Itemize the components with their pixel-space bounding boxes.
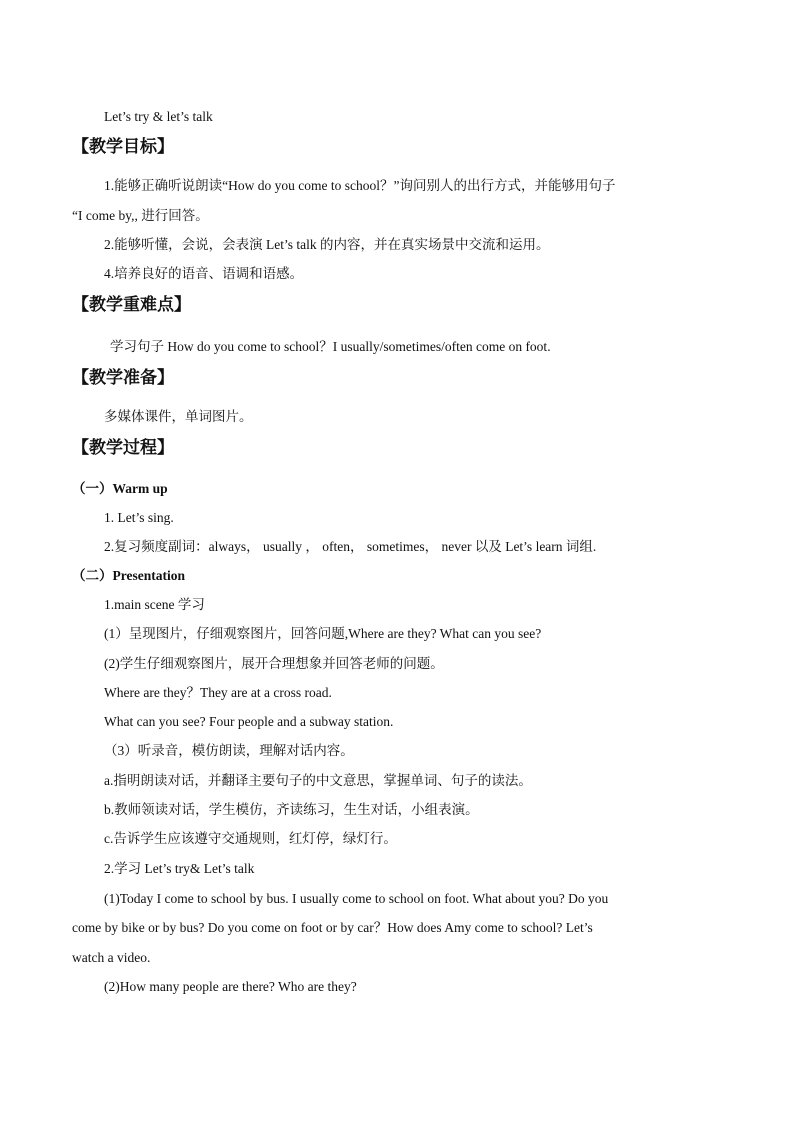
- goal-item-1: 1.能够正确听说朗读“How do you come to school？”询问别人的出行方式，并能够用句子: [104, 178, 616, 193]
- presentation-line: b.教师领读对话，学生模仿，齐读练习，生生对话，小组表演。: [104, 802, 479, 817]
- goal-item-2: 2.能够听懂，会说，会表演 Let’s talk 的内容，并在真实场景中交流和运用。: [104, 237, 550, 252]
- presentation-step-2: 2.学习 Let’s try& Let’s talk: [104, 861, 255, 876]
- goal-item-4: 4.培养良好的语音、语调和语感。: [104, 266, 304, 281]
- goals-heading: 【教学目标】: [72, 137, 174, 157]
- intro-line: Let’s try & let’s talk: [104, 109, 213, 124]
- presentation-line: c.告诉学生应该遵守交通规则，红灯停，绿灯行。: [104, 831, 397, 846]
- goal-item-1-cont: “I come by,, 进行回答。: [72, 208, 209, 223]
- presentation-line: What can you see? Four people and a subway station.: [104, 714, 394, 729]
- presentation-step-1: 1.main scene 学习: [104, 597, 205, 612]
- presentation-line: (1)Today I come to school by bus. I usually come to school on foot. What about you? Do you: [104, 891, 609, 906]
- presentation-line: come by bike or by bus? Do you come on foot or by car？How does Amy come to school? Let’s: [72, 920, 593, 935]
- key-points-heading: 【教学重难点】: [72, 295, 191, 315]
- presentation-title: （二）Presentation: [72, 568, 185, 583]
- presentation-line: Where are they？They are at a cross road.: [104, 685, 332, 700]
- warmup-step-1: 1. Let’s sing.: [104, 510, 174, 525]
- preparation-heading: 【教学准备】: [72, 368, 174, 388]
- presentation-line: watch a video.: [72, 950, 151, 965]
- key-points-text: 学习句子 How do you come to school？I usually/sometimes/often come on foot.: [110, 339, 551, 354]
- presentation-line: a.指明朗读对话，并翻译主要句子的中文意思，掌握单词、句子的读法。: [104, 773, 532, 788]
- warmup-step-2: 2.复习频度副词：always， usually ， often， sometimes， never 以及 Let’s learn 词组.: [104, 539, 597, 554]
- presentation-line: （3）听录音，模仿朗读，理解对话内容。: [104, 743, 354, 758]
- warmup-title: （一）Warm up: [72, 481, 168, 496]
- process-heading: 【教学过程】: [72, 438, 174, 458]
- preparation-text: 多媒体课件，单词图片。: [104, 409, 253, 424]
- presentation-line: (2)How many people are there? Who are they?: [104, 979, 357, 994]
- presentation-line: (2)学生仔细观察图片，展开合理想象并回答老师的问题。: [104, 656, 444, 671]
- presentation-line: (1）呈现图片，仔细观察图片，回答问题,Where are they? What can you see?: [104, 626, 542, 641]
